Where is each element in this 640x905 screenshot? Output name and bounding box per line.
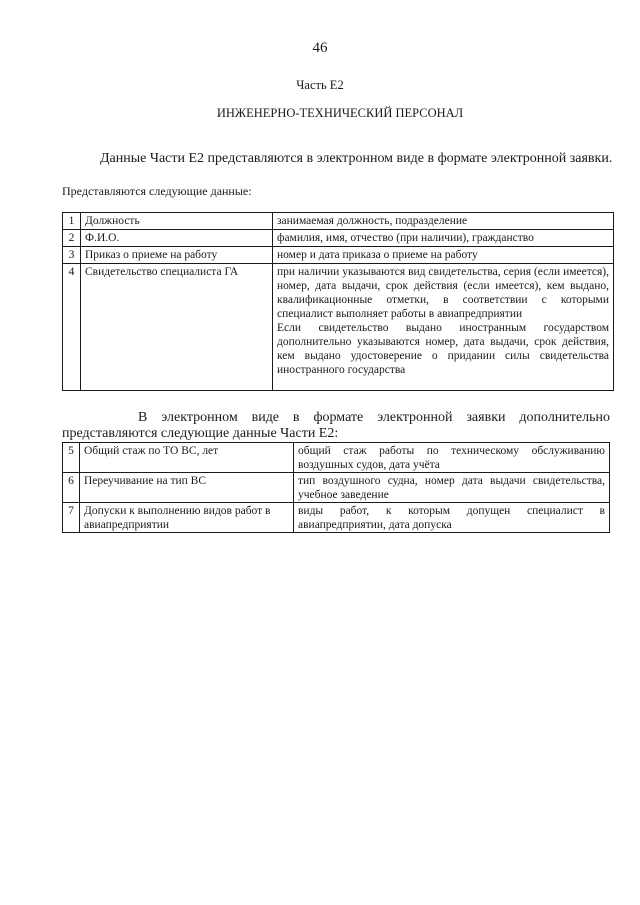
field-name: Свидетельство специалиста ГА [81, 264, 273, 391]
field-name: Должность [81, 213, 273, 230]
field-description: виды работ, к которым допущен специалист в авиапредприятии, дата допуска [294, 503, 610, 533]
field-description: тип воздушного судна, номер дата выдачи свидетельства, учебное заведение [294, 473, 610, 503]
row-number: 1 [63, 213, 81, 230]
intro-paragraph: Данные Части Е2 представляются в электронном виде в формате электронной заявки. [100, 151, 613, 166]
part-label: Часть Е2 [296, 78, 344, 92]
table-row [63, 443, 610, 473]
field-name: Приказ о приеме на работу [81, 247, 273, 264]
additional-data-paragraph: В электронном виде в формате электронной заявки дополнительно представляются следующие данные Части Е2: [62, 410, 610, 441]
page-number: 46 [312, 40, 328, 56]
row-number: 2 [63, 230, 81, 247]
table-row [63, 247, 614, 264]
field-description: номер и дата приказа о приеме на работу [273, 247, 614, 264]
field-description: общий стаж работы по техническому обслуживанию воздушных судов, дата учёта [294, 443, 610, 473]
table-row [63, 473, 610, 503]
field-description [273, 264, 614, 391]
intro-lead-in: Представляются следующие данные: [62, 184, 252, 198]
field-description: фамилия, имя, отчество (при наличии), гражданство [273, 230, 614, 247]
table-row [63, 213, 614, 230]
row-number: 3 [63, 247, 81, 264]
row-number: 7 [63, 503, 80, 533]
field-name: Допуски к выполнению видов работ в авиапредприятии [80, 503, 294, 533]
field-name: Общий стаж по ТО ВС, лет [80, 443, 294, 473]
section-title: ИНЖЕНЕРНО-ТЕХНИЧЕСКИЙ ПЕРСОНАЛ [216, 106, 464, 120]
row-number: 4 [63, 264, 81, 391]
table-row [63, 230, 614, 247]
data-table-2 [62, 442, 610, 533]
row-number: 5 [63, 443, 80, 473]
field-description: занимаемая должность, подразделение [273, 213, 614, 230]
table-row [63, 503, 610, 533]
description-paragraph: Если свидетельство выдано иностранным государством дополнительно указываются номер, дата выдачи, срок действия, кем выдано удостоверение о придании силы свидетельства иностранного государства [277, 322, 609, 376]
field-name: Ф.И.О. [81, 230, 273, 247]
data-table-1 [62, 212, 614, 391]
description-paragraph: при наличии указываются вид свидетельства, серия (если имеется), номер, дата выдачи, срок действия (если имеется), кем выдано, квалификационные отметки, в соответствии с которыми специалист выполняет работы в авиапредприятии [277, 266, 609, 320]
row-number: 6 [63, 473, 80, 503]
table-row [63, 264, 614, 391]
field-name: Переучивание на тип ВС [80, 473, 294, 503]
